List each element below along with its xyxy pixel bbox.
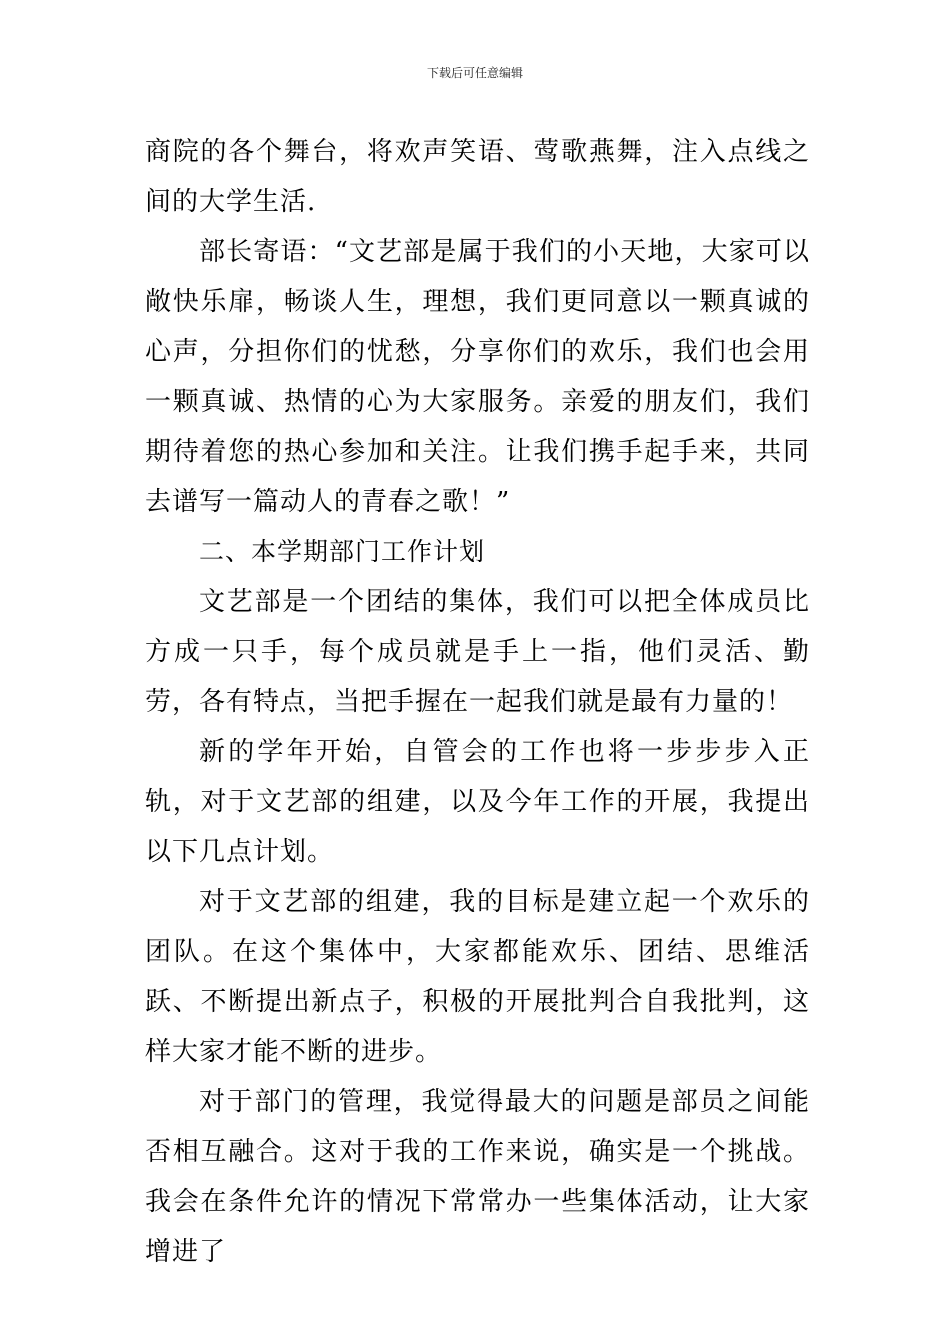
paragraph: 文艺部是一个团结的集体，我们可以把全体成员比方成一只手，每个成员就是手上一指，他们灵活、勤劳，各有特点，当把手握在一起我们就是最有力量的！ [145, 587, 810, 717]
header-note: 下载后可任意编辑 [426, 66, 523, 80]
paragraph: 对于文艺部的组建，我的目标是建立起一个欢乐的团队。在这个集体中，大家都能欢乐、团结、思维活跃、不断提出新点子，积极的开展批判合自我批判，这样大家才能不断的进步。 [145, 887, 810, 1067]
document-body [145, 127, 810, 1277]
paragraph: 新的学年开始，自管会的工作也将一步步步入正轨，对于文艺部的组建，以及今年工作的开展，我提出以下几点计划。 [145, 737, 810, 867]
section-heading: 二、本学期部门工作计划 [199, 537, 486, 566]
paragraph: 部长寄语：“文艺部是属于我们的小天地，大家可以敞快乐扉，畅谈人生，理想，我们更同意以一颗真诚的心声，分担你们的忧愁，分享你们的欢乐，我们也会用一颗真诚、热情的心为大家服务。亲爱的朋友们，我们期待着您的热心参加和关注。让我们携手起手来，共同去谱写一篇动人的青春之歌！” [145, 237, 810, 517]
paragraph: 对于部门的管理，我觉得最大的问题是部员之间能否相互融合。这对于我的工作来说，确实是一个挑战。我会在条件允许的情况下常常办一些集体活动，让大家增进了 [145, 1087, 810, 1267]
paragraph: 商院的各个舞台，将欢声笑语、莺歌燕舞，注入点线之间的大学生活. [145, 137, 810, 217]
